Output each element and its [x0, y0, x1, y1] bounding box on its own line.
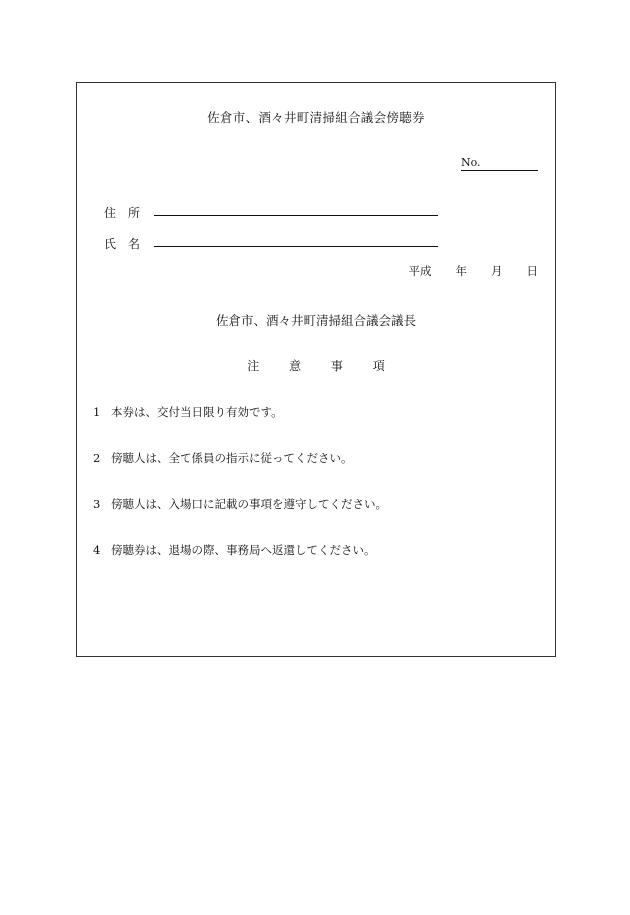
notes-heading — [77, 357, 555, 374]
note-text: 傍聴人は、入場口に記載の事項を遵守してください。 — [111, 497, 387, 511]
note-number: 4 — [93, 543, 101, 557]
note-item — [93, 496, 387, 512]
address-line — [154, 215, 438, 216]
note-item — [93, 542, 376, 558]
note-item — [93, 404, 283, 420]
date-era: 平成 — [408, 264, 432, 278]
note-number: 1 — [93, 405, 101, 419]
name-line — [154, 246, 438, 247]
address-label: 住所 — [104, 206, 153, 220]
note-number: 3 — [93, 497, 101, 511]
note-text: 傍聴人は、全て係員の指示に従ってください。 — [111, 451, 353, 465]
notes-heading-char: 事 — [330, 359, 343, 373]
issuer-name: 佐倉市、酒々井町清掃組合議会議長 — [215, 313, 416, 328]
note-number: 2 — [93, 451, 101, 465]
notes-heading-char: 項 — [372, 359, 385, 373]
date-year: 年 — [455, 264, 467, 278]
admission-ticket — [76, 82, 556, 657]
ticket-number-label: No. — [461, 156, 481, 169]
date-day: 日 — [526, 264, 538, 278]
note-text: 傍聴券は、退場の際、事務局へ返還してください。 — [111, 543, 376, 557]
issue-date — [409, 263, 539, 279]
notes-heading-char: 意 — [289, 359, 302, 373]
ticket-title: 佐倉市、酒々井町清掃組合議会傍聴券 — [207, 110, 425, 125]
ticket-number-field — [461, 156, 538, 171]
date-month: 月 — [491, 264, 503, 278]
notes-heading-char: 注 — [247, 359, 260, 373]
name-label: 氏名 — [104, 237, 153, 251]
note-text: 本券は、交付当日限り有効です。 — [111, 405, 283, 419]
note-item — [93, 450, 353, 466]
